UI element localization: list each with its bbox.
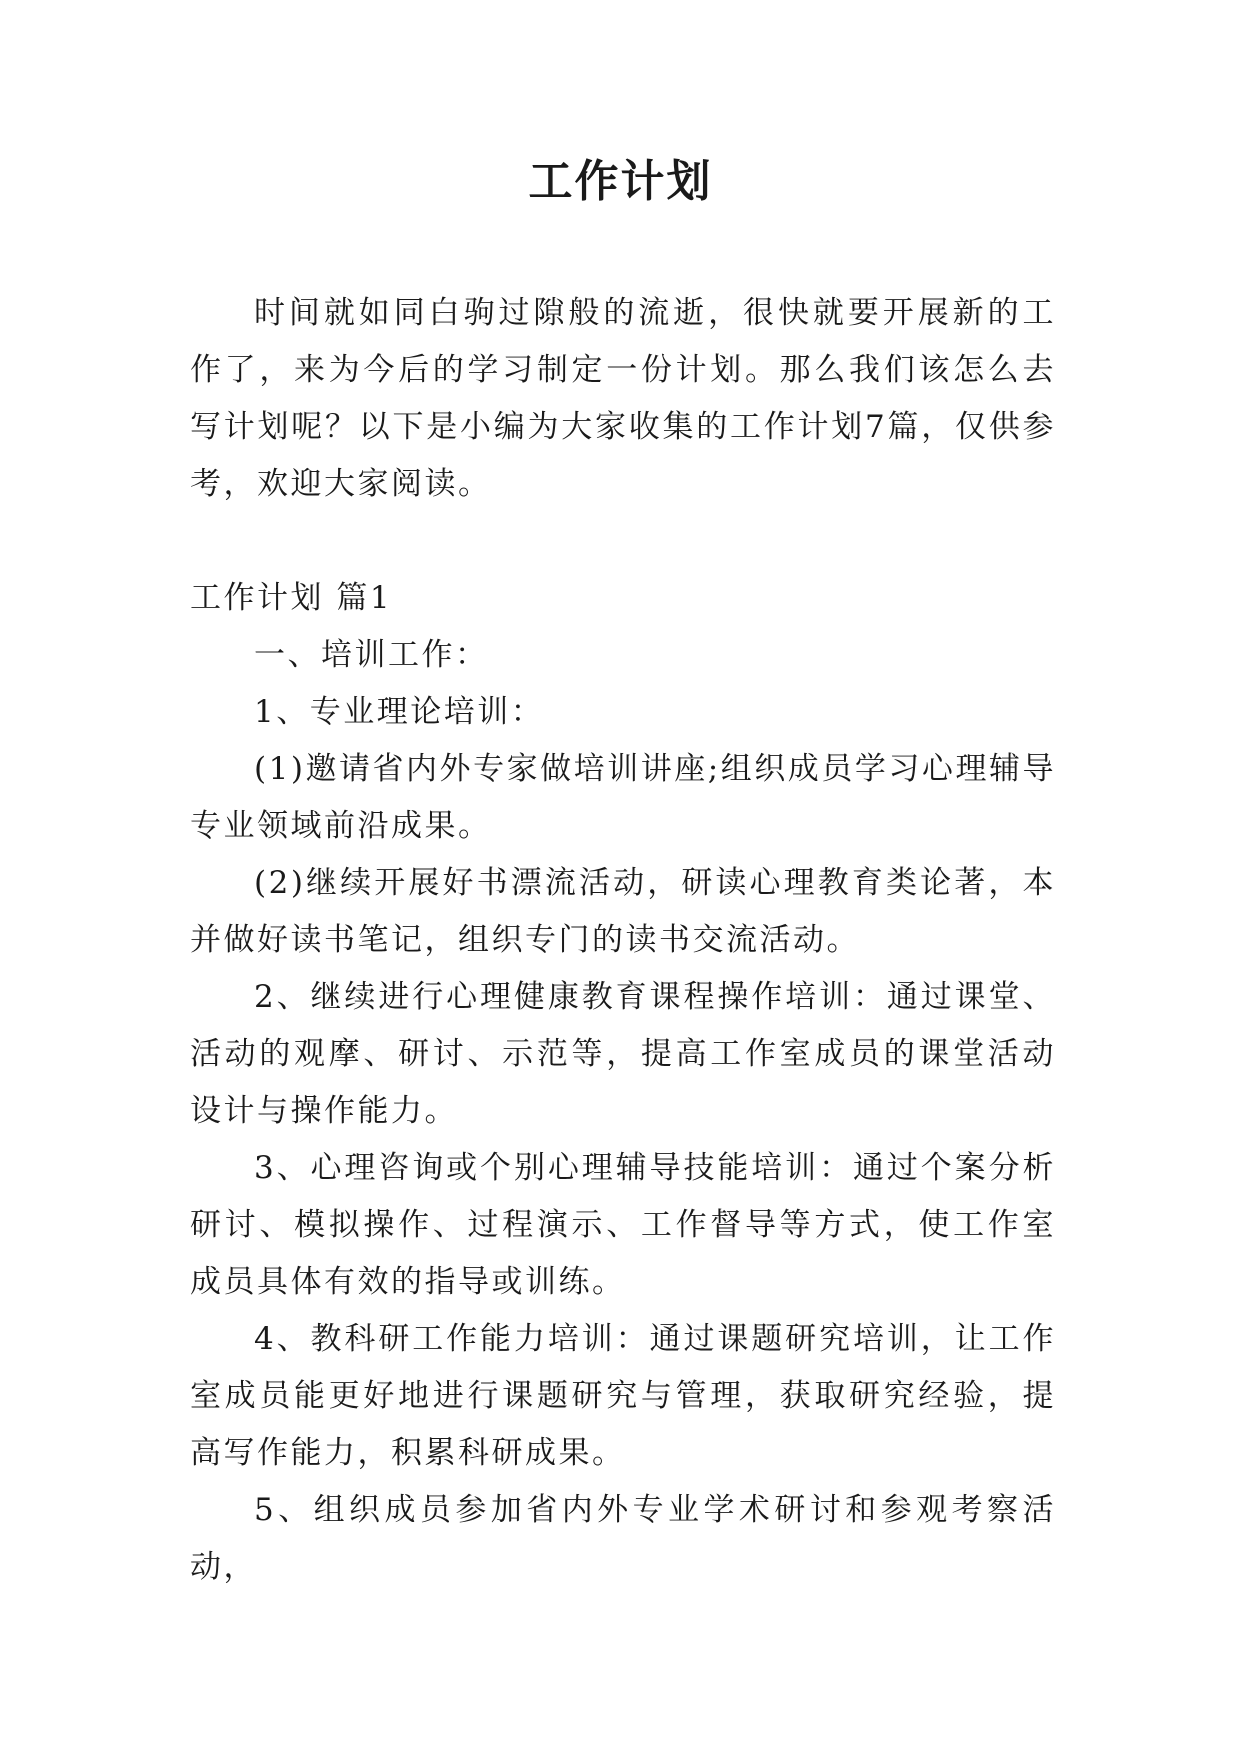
- subitem-book-drift: (2)继续开展好书漂流活动，研读心理教育类论著，本并做好读书笔记，组织专门的读书交流活动。: [190, 865, 1056, 958]
- subitem-expert-lectures: (1)邀请省内外专家做培训讲座;组织成员学习心理辅导专业领域前沿成果。: [190, 751, 1056, 844]
- item-counseling-skills-training: 3、心理咨询或个别心理辅导技能培训：通过个案分析研讨、模拟操作、过程演示、工作督导等方式，使工作室成员具体有效的指导或训练。: [190, 1150, 1056, 1300]
- document-title: 工作计划: [528, 156, 713, 207]
- item-academic-seminars: 5、组织成员参加省内外专业学术研讨和参观考察活动，: [190, 1492, 1056, 1585]
- section-heading: 工作计划 篇1: [190, 580, 393, 616]
- item-research-ability-training: 4、教科研工作能力培训：通过课题研究培训，让工作室成员能更好地进行课题研究与管理，获取研究经验，提高写作能力，积累科研成果。: [190, 1321, 1056, 1471]
- intro-paragraph: 时间就如同白驹过隙般的流逝，很快就要开展新的工作了，来为今后的学习制定一份计划。那么我们该怎么去写计划呢？以下是小编为大家收集的工作计划7篇，仅供参考，欢迎大家阅读。: [190, 295, 1056, 502]
- item-professional-theory-training: 1、专业理论培训：: [254, 694, 545, 730]
- document-body: [190, 285, 1056, 1596]
- heading-training-work: 一、培训工作：: [254, 637, 489, 673]
- item-course-operation-training: 2、继续进行心理健康教育课程操作培训：通过课堂、活动的观摩、研讨、示范等，提高工作室成员的课堂活动设计与操作能力。: [190, 979, 1056, 1129]
